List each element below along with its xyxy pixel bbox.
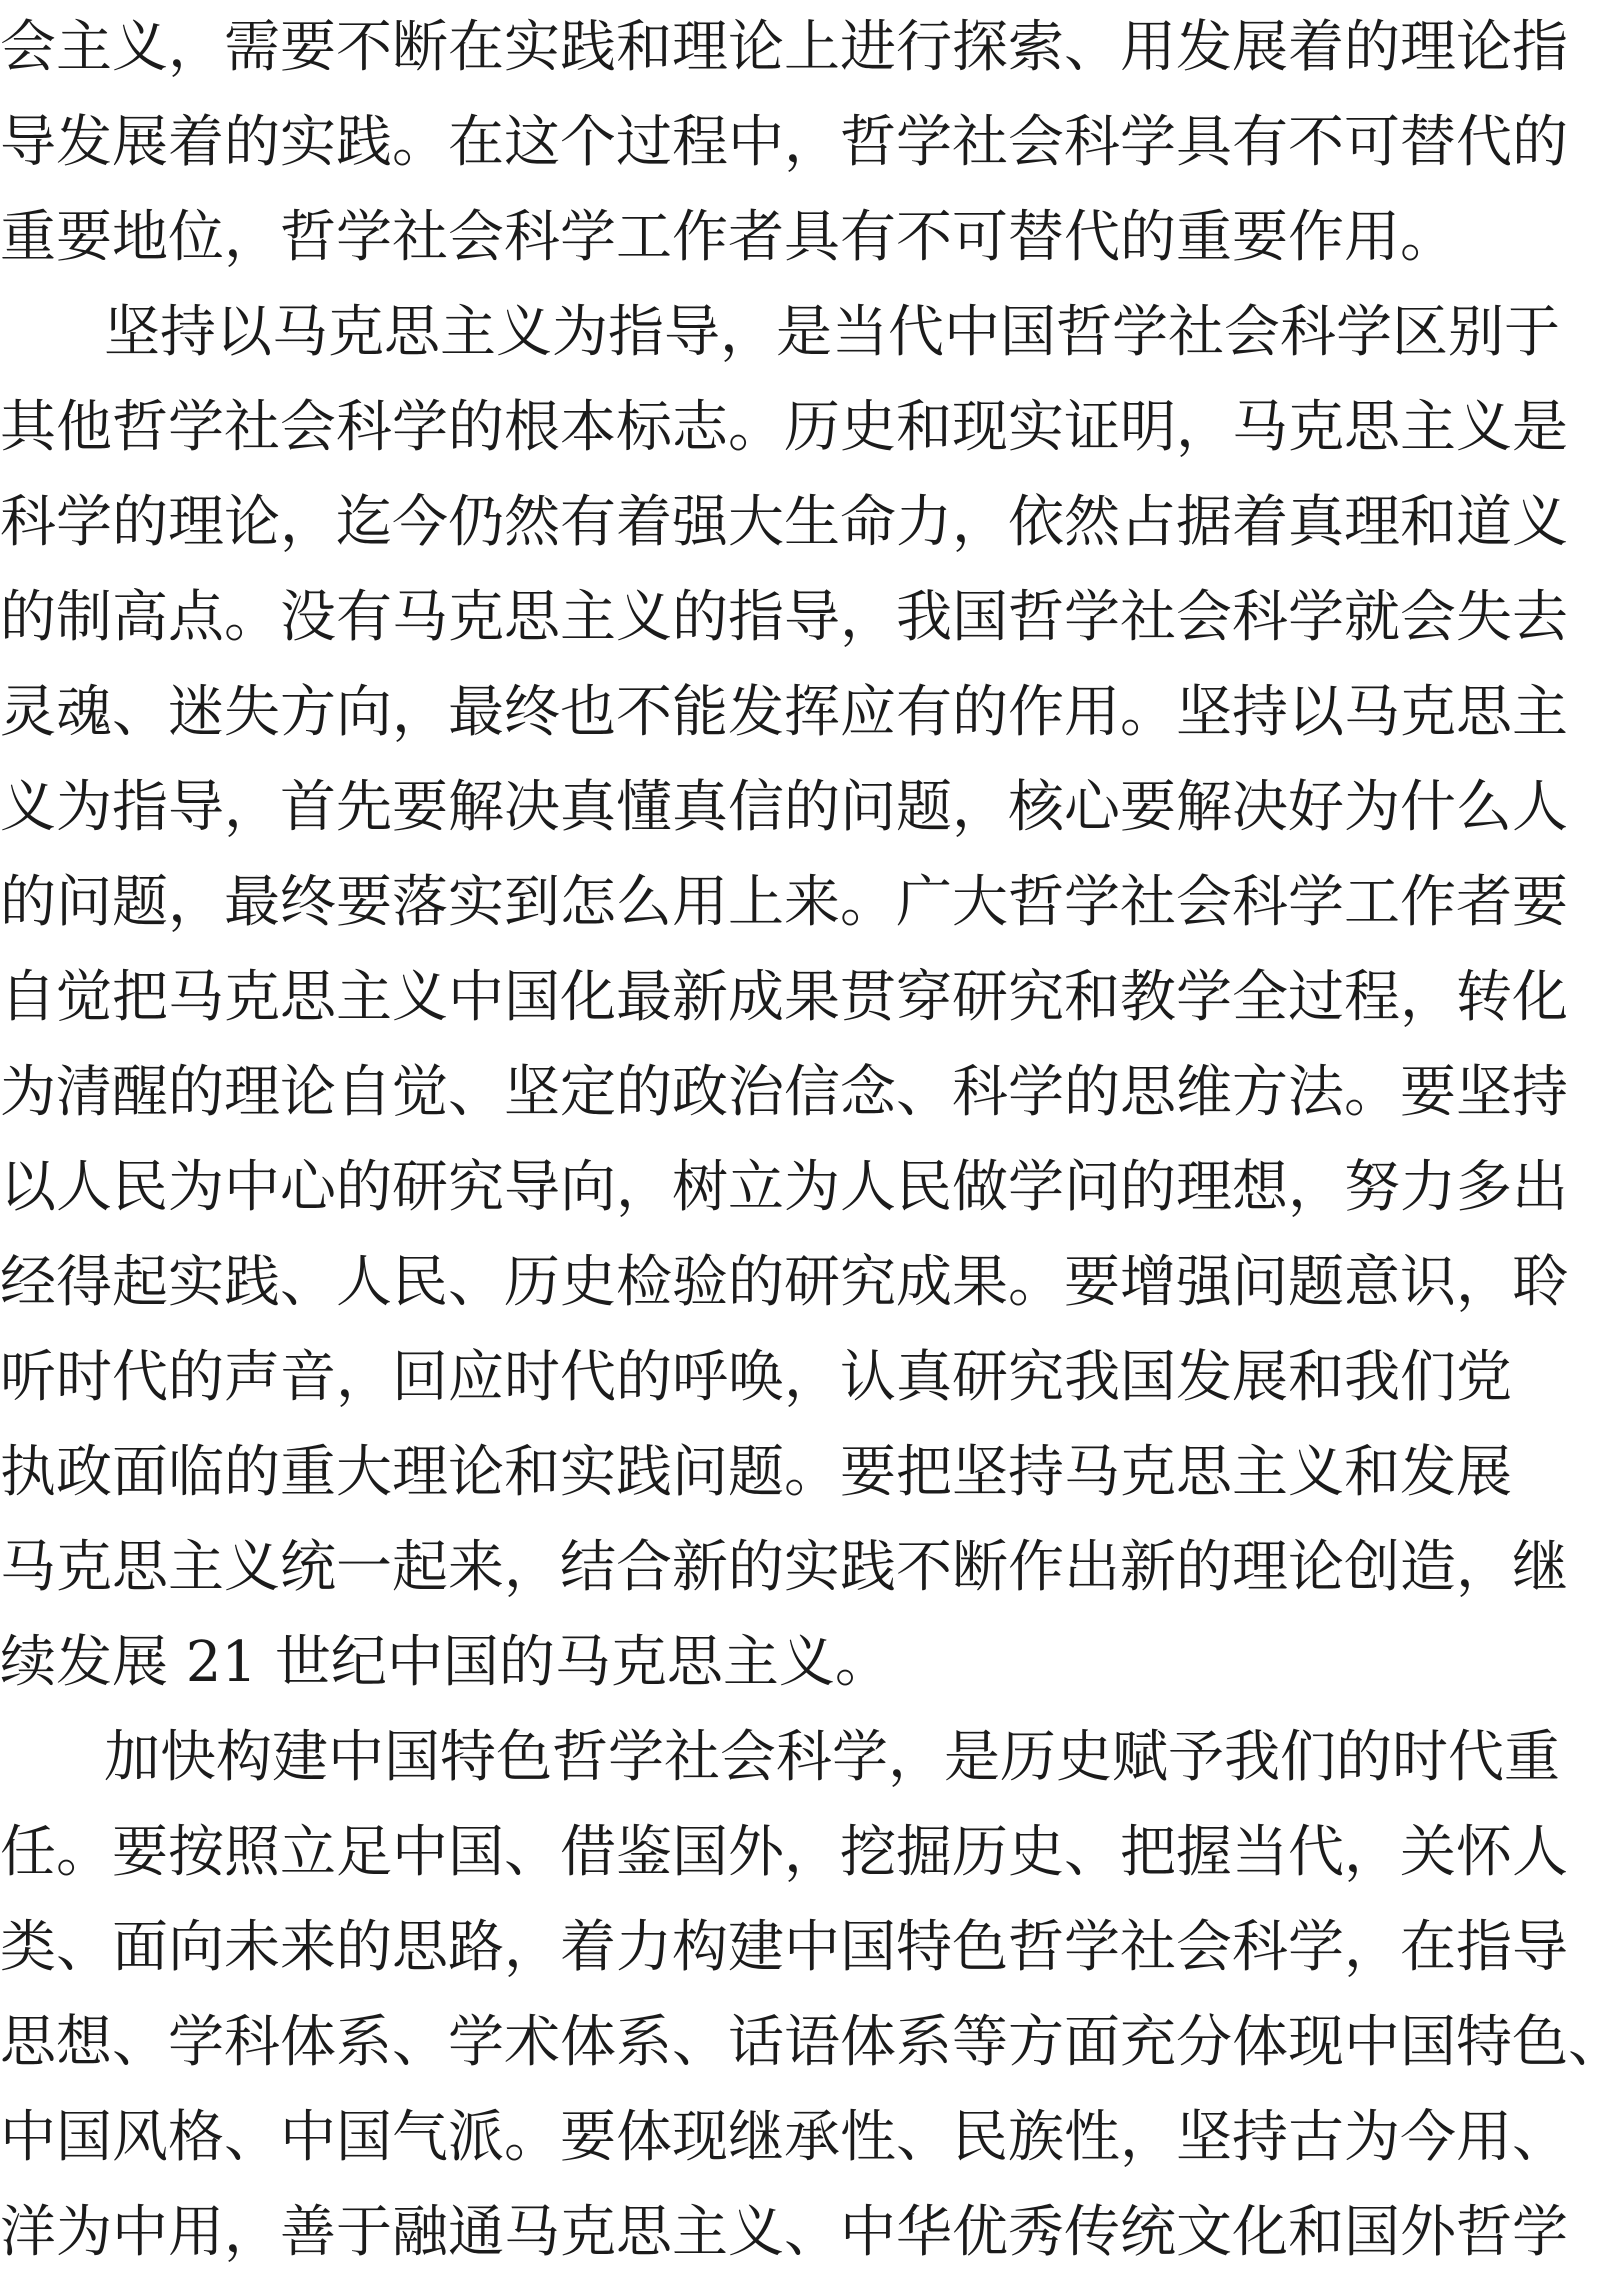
text-line: 科学的理论，迄今仍然有着强大生命力，依然占据着真理和道义: [0, 490, 1568, 555]
text-line: 会主义，需要不断在实践和理论上进行探索、用发展着的理论指: [0, 15, 1568, 80]
text-line: 思想、学科体系、学术体系、话语体系等方面充分体现中国特色、: [0, 2010, 1624, 2075]
text-line: 其他哲学社会科学的根本标志。历史和现实证明，马克思主义是: [0, 395, 1568, 460]
text-line: 义为指导，首先要解决真懂真信的问题，核心要解决好为什么人: [0, 775, 1568, 840]
text-line: 马克思主义统一起来，结合新的实践不断作出新的理论创造，继: [0, 1535, 1568, 1600]
text-line: 类、面向未来的思路，着力构建中国特色哲学社会科学，在指导: [0, 1915, 1568, 1980]
text-line: 导发展着的实践。在这个过程中，哲学社会科学具有不可替代的: [0, 110, 1568, 175]
text-line: 执政面临的重大理论和实践问题。要把坚持马克思主义和发展: [0, 1440, 1512, 1505]
text-line: 中国风格、中国气派。要体现继承性、民族性，坚持古为今用、: [0, 2105, 1568, 2170]
text-line: 自觉把马克思主义中国化最新成果贯穿研究和教学全过程，转化: [0, 965, 1568, 1030]
text-line: 续发展 21 世纪中国的马克思主义。: [0, 1630, 891, 1695]
text-line: 任。要按照立足中国、借鉴国外，挖掘历史、把握当代，关怀人: [0, 1820, 1568, 1885]
text-line: 灵魂、迷失方向，最终也不能发挥应有的作用。坚持以马克思主: [0, 680, 1568, 745]
text-line: 以人民为中心的研究导向，树立为人民做学问的理想，努力多出: [0, 1155, 1568, 1220]
text-line: 坚持以马克思主义为指导，是当代中国哲学社会科学区别于: [104, 300, 1560, 365]
text-line: 经得起实践、人民、历史检验的研究成果。要增强问题意识，聆: [0, 1250, 1568, 1315]
text-line: 重要地位，哲学社会科学工作者具有不可替代的重要作用。: [0, 205, 1456, 270]
text-line: 为清醒的理论自觉、坚定的政治信念、科学的思维方法。要坚持: [0, 1060, 1568, 1125]
text-line: 听时代的声音，回应时代的呼唤，认真研究我国发展和我们党: [0, 1345, 1512, 1410]
text-line: 的制高点。没有马克思主义的指导，我国哲学社会科学就会失去: [0, 585, 1568, 650]
text-line: 洋为中用，善于融通马克思主义、中华优秀传统文化和国外哲学: [0, 2200, 1568, 2265]
text-line: 加快构建中国特色哲学社会科学，是历史赋予我们的时代重: [104, 1725, 1560, 1790]
text-line: 的问题，最终要落实到怎么用上来。广大哲学社会科学工作者要: [0, 870, 1568, 935]
